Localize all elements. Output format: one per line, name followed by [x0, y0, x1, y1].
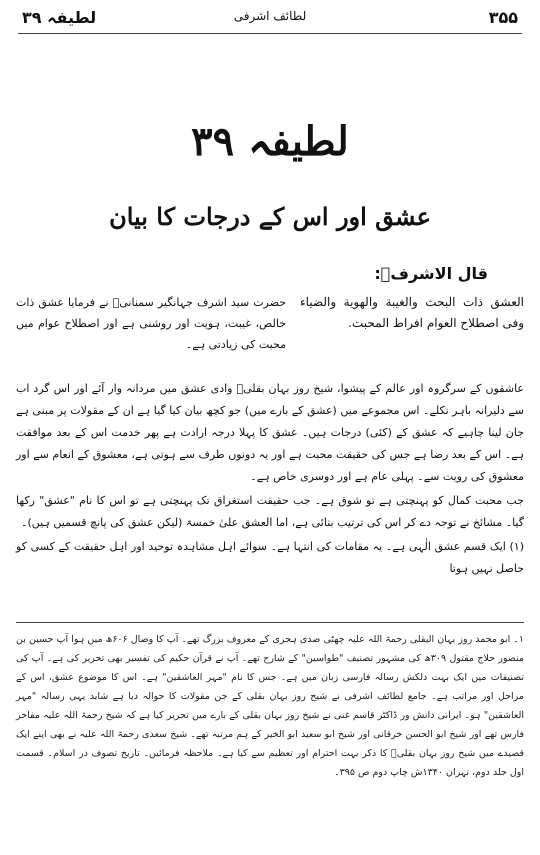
chapter-subtitle: عشق اور اس کے درجات کا بیان [109, 202, 431, 231]
qal-heading: قال الاشرفؒ: [374, 264, 488, 283]
paragraph-3: (۱) ایک قسم عشق الٰہی ہے۔ یہ مقامات کی انتہا ہے۔ سوائے اہل مشاہدہ توحید اور اہل حقیقت کے کسی کو حاصل نہیں ہوتا [16, 540, 524, 575]
running-book-title: لطائف اشرفی [233, 9, 307, 23]
chapter-title: لطیفہ ۳۹ [191, 118, 349, 165]
footnote-rule [16, 622, 524, 623]
urdu-translation: حضرت سید اشرف جہانگیر سمنانیؒ نے فرمایا عشق ذات خالص، غیبت، ہویت اور روشنی ہے اور اصطلاح عوام میں محبت کی زیادتی ہے۔ [16, 296, 286, 351]
paragraph-2: جب محبت کمال کو پہنچتی ہے تو شوق ہے۔ جب حقیقت استغراق تک پہنچتی ہے تو اس کا نام "عشق" رکھا گیا۔ مشائخ نے توجہ دے کر اس کی ترتیب بتائی ہے، اما العشق علیٰ خمسۃ (لیکن عشق کی پانچ قسمیں ہیں)۔ [16, 494, 524, 529]
header-rule [18, 33, 522, 34]
running-section-label: لطیفہ ۳۹ [22, 8, 97, 27]
footnote: ۱۔ ابو محمد روز بہان البقلی رحمۃ اللہ علیہ چھٹی صدی ہجری کے معروف بزرگ تھے۔ آپ کا وصال ۶۰۶ھ میں ہوا آپ حسین بن منصور حلاج مقتول ۳۰۹ھ کی مشہور تصنیف "طواسین" کے شارح تھے۔ آپ نے قرآن حکیم کی تفسیر بھی تحریر کی ہے۔ آپ کی تصنیفات میں ایک بہت دلکش رسالہ فارسی زبان میں ہے۔ جس کا نام "مہر العاشقین" ہے۔ اس کا موضوع عشق، اس کے مراحل اور مراتب ہے۔ جامع لطائف اشرفی نے شیخ روز بہان بقلی کے جن مقولات کا حوالہ دیا ہے شاید یہی رسالہ "مہر العاشقین" ہو۔ ایرانی دانش ور ڈاکٹر قاسم غنی نے شیخ روز بہان بقلی کے بارے میں تحریر کیا ہے کہ شیخ رحمۃ اللہ علیہ مفاخر فارس تھے اور شیخ ابو الحسن خرقانی اور شیخ ابو سعید ابو الخیر کے ہم مرتبہ تھے۔ شیخ سعدی رحمۃ اللہ علیہ نے بھی اپنے ایک قصیدے میں شیخ روز بہان بقلیؒ کا ذکر بہت احترام اور تعظیم سے کیا ہے۔ ملاحظہ فرمائیں۔ تاریخ تصوف در اسلام۔ قسمت اول جلد دوم، تہران ۱۳۴۰ش چاپ دوم ص ۳۹۵۔ [16, 634, 524, 778]
paragraph-1: عاشقوں کے سرگروہ اور عالم کے پیشوا، شیخ روز بہان بقلیؒ وادی عشق میں مردانہ وار آئے اور اس گرد اب سے دلیرانہ باہر نکلے۔ اس مجموعے میں (عشق کے بارے میں) جو کچھ بیان کیا گیا ہے ان کے مقولات پر مبنی ہے جان لینا چاہیے کہ عشق کے (کئی) درجات ہیں۔ عشق کا پہلا درجہ ارادت ہے پھر خدمت اس کے بعد موافقت ہے۔ اس کے بعد رضا ہے جس کی حقیقت محبت ہے اور یہ دونوں طرف سے ہوتی ہے، معشوق کے انعام سے اور معشوق کی رویت سے۔ پہلی عام ہے اور دوسری خاص ہے۔ [16, 382, 524, 483]
arabic-quote: العشق ذات البحث والغيبة والهوية والضياء وفی اصطلاح العوام افراط المحبت. [300, 295, 524, 330]
page-number: ۳۵۵ [488, 8, 518, 27]
body-text [16, 378, 524, 582]
